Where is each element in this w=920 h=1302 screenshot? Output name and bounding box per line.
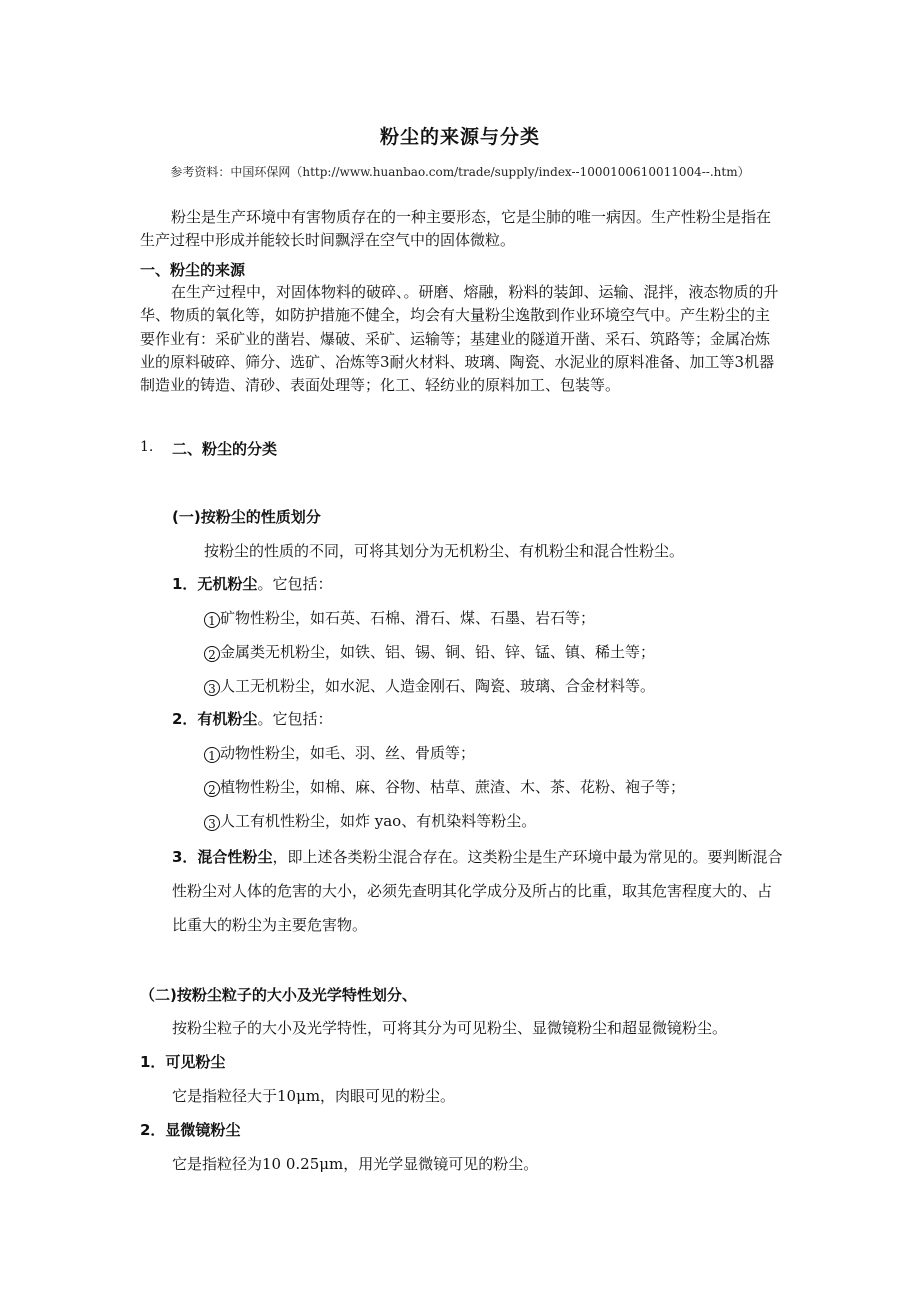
list-item (204, 641, 655, 662)
circled-number: 1 (204, 747, 220, 763)
organic-dust-rest: 。它包括： (257, 710, 333, 728)
list-item (204, 675, 655, 696)
list-item (204, 607, 595, 628)
list-item-text: 金属类无机粉尘，如铁、铝、锡、铜、铅、锌、锰、镇、稀土等； (220, 643, 656, 661)
size-intro: 按粉尘粒子的大小及光学特性，可将其分为可见粉尘、显微镜粉尘和超显微镜粉尘。 (172, 1019, 728, 1037)
mixed-dust-rest: ，即上述各类粉尘混合存在。这类粉尘是生产环境中最为常见的。要判断混合性粉尘对人体的危害的大小，必须先查明其化学成分及所占的比重，取其危害程度大的、占比重大的粉尘为主要危害物。 (172, 848, 783, 934)
sources-paragraph: 在生产过程中，对固体物料的破碎、。研磨、熔融，粉料的装卸、运输、混拌，液态物质的升华、物质的氧化等，如防护措施不健全，均会有大量粉尘逸散到作业环境空气中。产生粉尘的主要作业有：采矿业的凿岩、爆破、采矿、运输等；基建业的隧道开凿、采石、筑路等；金属冶炼业的原料破碎、筛分、选矿、冶炼等3耐火材料、玻璃、陶瓷、水泥业的原料准备、加工等3机器制造业的铸造、清砂、表面处理等；化工、轻纺业的原料加工、包装等。 (140, 283, 779, 395)
organic-dust-line (172, 708, 332, 729)
list-item-text: 人工无机粉尘，如水泥、人造金刚石、陶瓷、玻璃、合金材料等。 (220, 677, 656, 695)
list-item (204, 810, 536, 831)
list-item-text: 人工有机性粉尘，如炸 yao、有机染料等粉尘。 (220, 812, 537, 830)
page-title: 粉尘的来源与分类 (379, 126, 540, 148)
circled-number: 3 (204, 680, 220, 696)
mixed-dust-label: 3．混合性粉尘 (172, 848, 273, 866)
list-item (204, 742, 475, 763)
inorganic-dust-line (172, 573, 332, 594)
circled-number: 2 (204, 781, 220, 797)
visible-dust-desc: 它是指粒径大于10μm，肉眼可见的粉尘。 (172, 1087, 456, 1105)
circled-number: 3 (204, 815, 220, 831)
list-number: 1. (140, 439, 154, 455)
circled-number: 1 (204, 612, 220, 628)
mixed-dust-paragraph (172, 840, 784, 942)
microscopic-dust-desc: 它是指粒径为10 0.25μm，用光学显微镜可见的粉尘。 (172, 1155, 539, 1173)
intro-paragraph: 粉尘是生产环境中有害物质存在的一种主要形态，它是尘肺的唯一病因。生产性粉尘是指在生产过程中形成并能较长时间飘浮在空气中的固体微粒。 (140, 208, 772, 250)
visible-dust-label: 1．可见粉尘 (140, 1053, 226, 1071)
circled-number: 2 (204, 646, 220, 662)
organic-dust-label: 2．有机粉尘 (172, 710, 258, 728)
microscopic-dust-label: 2．显微镜粉尘 (140, 1121, 241, 1139)
subsection-heading-nature: (一)按粉尘的性质划分 (172, 508, 321, 526)
reference-line: 参考资料：中国环保网（http://www.huanbao.com/trade/supply/index--1000100610011004--.htm） (170, 165, 750, 179)
section-heading-sources: 一、粉尘的来源 (140, 261, 246, 279)
inorganic-dust-label: 1．无机粉尘 (172, 575, 258, 593)
list-item (204, 776, 685, 797)
list-item-text: 矿物性粉尘，如石英、石棉、滑石、煤、石墨、岩石等； (220, 609, 596, 627)
list-item-text: 植物性粉尘，如棉、麻、谷物、枯草、蔗渣、木、茶、花粉、袍子等； (220, 778, 686, 796)
list-item-text: 动物性粉尘，如毛、羽、丝、骨质等； (220, 744, 476, 762)
section-heading-classification: 二、粉尘的分类 (172, 440, 278, 458)
inorganic-dust-rest: 。它包括： (257, 575, 333, 593)
nature-intro: 按粉尘的性质的不同，可将其划分为无机粉尘、有机粉尘和混合性粉尘。 (204, 542, 685, 560)
subsection-heading-size: （二)按粉尘粒子的大小及光学特性划分、 (140, 986, 417, 1004)
